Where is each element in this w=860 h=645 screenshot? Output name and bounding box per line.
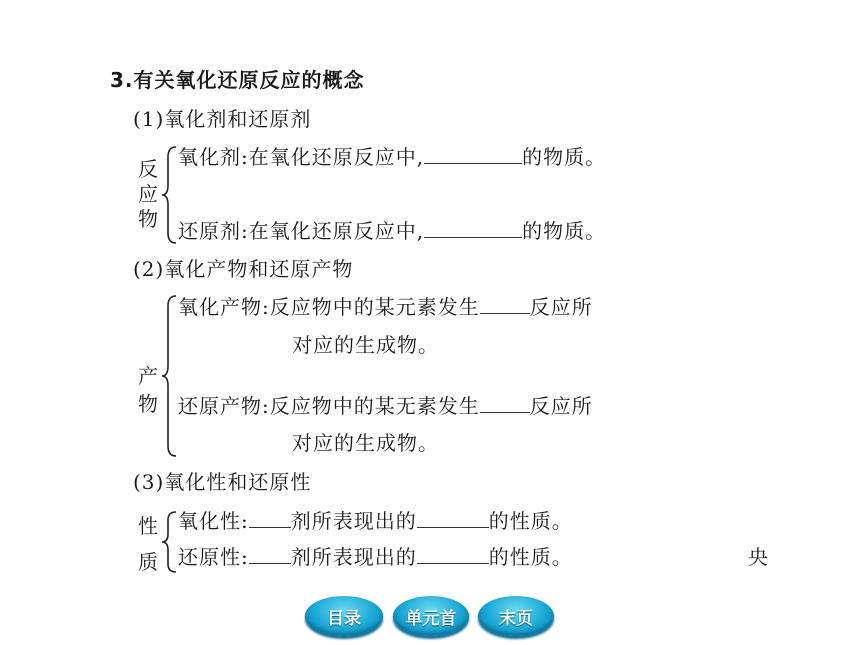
brace-reactants (160, 145, 180, 245)
oxidation-product-row: 氧化产物:反应物中的某元素发生 反应所 (178, 295, 593, 319)
oxidant-blank (424, 145, 522, 164)
reductant-blank (424, 219, 522, 238)
oxidation-product-blank (480, 295, 530, 314)
stray-character: 央 (748, 545, 769, 569)
section-2-group-label: 产物 (138, 364, 158, 416)
oxidant-row: 氧化剂:在氧化还原反应中, 的物质。 (178, 145, 607, 169)
section-3-group-label: 性质 (138, 514, 158, 574)
section-1-heading: (1)氧化剂和还原剂 (133, 107, 312, 131)
reduction-product-row: 还原产物:反应物中的某无素发生 反应所 (178, 394, 593, 418)
reduction-product-cont: 对应的生成物。 (292, 431, 439, 455)
reductant-row: 还原剂:在氧化还原反应中, 的物质。 (178, 219, 607, 243)
oxidizing-property-row: 氧化性: 剂所表现出的 的性质。 (178, 509, 573, 533)
oxidation-product-cont: 对应的生成物。 (292, 333, 439, 357)
unit-start-button[interactable]: 单元首 (393, 596, 469, 636)
contents-button[interactable]: 目录 (305, 596, 383, 636)
section-3-heading: (3)氧化性和还原性 (133, 470, 312, 494)
page-title: 3.有关氧化还原反应的概念 (110, 68, 365, 92)
section-1-group-label: 反应物 (138, 157, 158, 231)
reducing-blank-1 (249, 545, 291, 564)
oxidizing-blank-1 (249, 509, 291, 528)
brace-products (160, 294, 180, 458)
reducing-blank-2 (417, 545, 489, 564)
reductant-definition: 还原剂:在氧化还原反应中, (178, 219, 425, 243)
oxidant-definition: 氧化剂:在氧化还原反应中, (178, 145, 425, 169)
oxidizing-blank-2 (417, 509, 489, 528)
section-2-heading: (2)氧化产物和还原产物 (133, 257, 354, 281)
brace-properties (160, 510, 180, 574)
reducing-property-row: 还原性: 剂所表现出的 的性质。 (178, 545, 573, 569)
last-page-button[interactable]: 末页 (478, 596, 554, 636)
reduction-product-blank (480, 394, 530, 413)
